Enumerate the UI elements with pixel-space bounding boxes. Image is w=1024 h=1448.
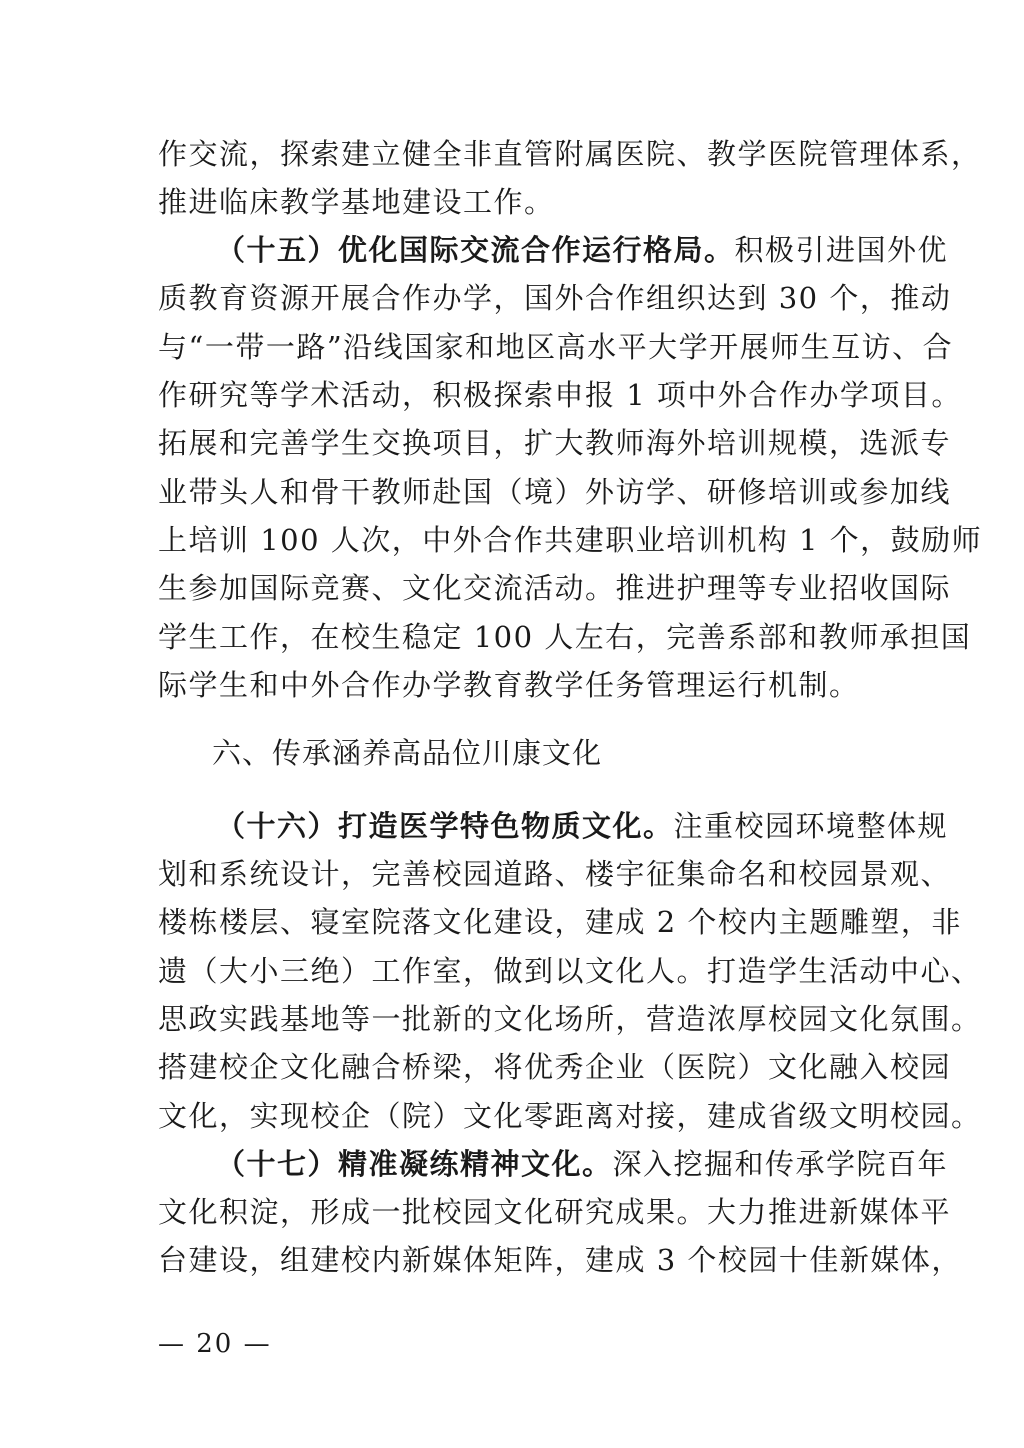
body-line: 拓展和完善学生交换项目，扩大教师海外培训规模，选派专 bbox=[158, 426, 952, 460]
body-line: 台建设，组建校内新媒体矩阵，建成 3 个校园十佳新媒体， bbox=[158, 1243, 962, 1277]
body-line: 学生工作，在校生稳定 100 人左右，完善系部和教师承担国 bbox=[158, 620, 972, 654]
body-line: 际学生和中外合作办学教育教学任务管理运行机制。 bbox=[158, 668, 860, 702]
body-line: 楼栋楼层、寝室院落文化建设，建成 2 个校内主题雕塑，非 bbox=[158, 905, 962, 939]
page-number: — 20 — bbox=[158, 1329, 272, 1359]
body-line: 质教育资源开展合作办学，国外合作组织达到 30 个，推动 bbox=[158, 281, 952, 315]
item15-first-line bbox=[216, 230, 949, 270]
body-line: 与“一带一路”沿线国家和地区高水平大学开展师生互访、合 bbox=[158, 330, 954, 364]
body-line: 生参加国际竞赛、文化交流活动。推进护理等专业招收国际 bbox=[158, 571, 952, 605]
body-line: 作研究等学术活动，积极探索申报 1 项中外合作办学项目。 bbox=[158, 378, 962, 412]
item17-first-line bbox=[216, 1144, 949, 1184]
item16-title: （十六）打造医学特色物质文化。 bbox=[216, 809, 674, 843]
body-line: 作交流，探索建立健全非直管附属医院、教学医院管理体系， bbox=[158, 137, 982, 171]
item16-first-line bbox=[216, 806, 949, 846]
item17-title: （十七）精准凝练精神文化。 bbox=[216, 1147, 613, 1181]
body-line: 划和系统设计，完善校园道路、楼宇征集命名和校园景观、 bbox=[158, 857, 952, 891]
body-line: 文化，实现校企（院）文化零距离对接，建成省级文明校园。 bbox=[158, 1099, 982, 1133]
item16-first-line-rest: 注重校园环境整体规 bbox=[673, 809, 949, 843]
body-line: 思政实践基地等一批新的文化场所，营造浓厚校园文化氛围。 bbox=[158, 1002, 982, 1036]
body-line: 推进临床教学基地建设工作。 bbox=[158, 185, 555, 219]
item17-first-line-rest: 深入挖掘和传承学院百年 bbox=[612, 1147, 949, 1181]
item15-first-line-rest: 积极引进国外优 bbox=[734, 233, 949, 267]
body-line: 上培训 100 人次，中外合作共建职业培训机构 1 个，鼓励师 bbox=[158, 523, 983, 557]
body-line: 搭建校企文化融合桥梁，将优秀企业（医院）文化融入校园 bbox=[158, 1050, 952, 1084]
item15-title: （十五）优化国际交流合作运行格局。 bbox=[216, 233, 735, 267]
body-line: 遗（大小三绝）工作室，做到以文化人。打造学生活动中心、 bbox=[158, 954, 982, 988]
body-line: 文化积淀，形成一批校园文化研究成果。大力推进新媒体平 bbox=[158, 1195, 952, 1229]
section-heading: 六、传承涵养高品位川康文化 bbox=[212, 736, 603, 770]
body-line: 业带头人和骨干教师赴国（境）外访学、研修培训或参加线 bbox=[158, 475, 952, 509]
